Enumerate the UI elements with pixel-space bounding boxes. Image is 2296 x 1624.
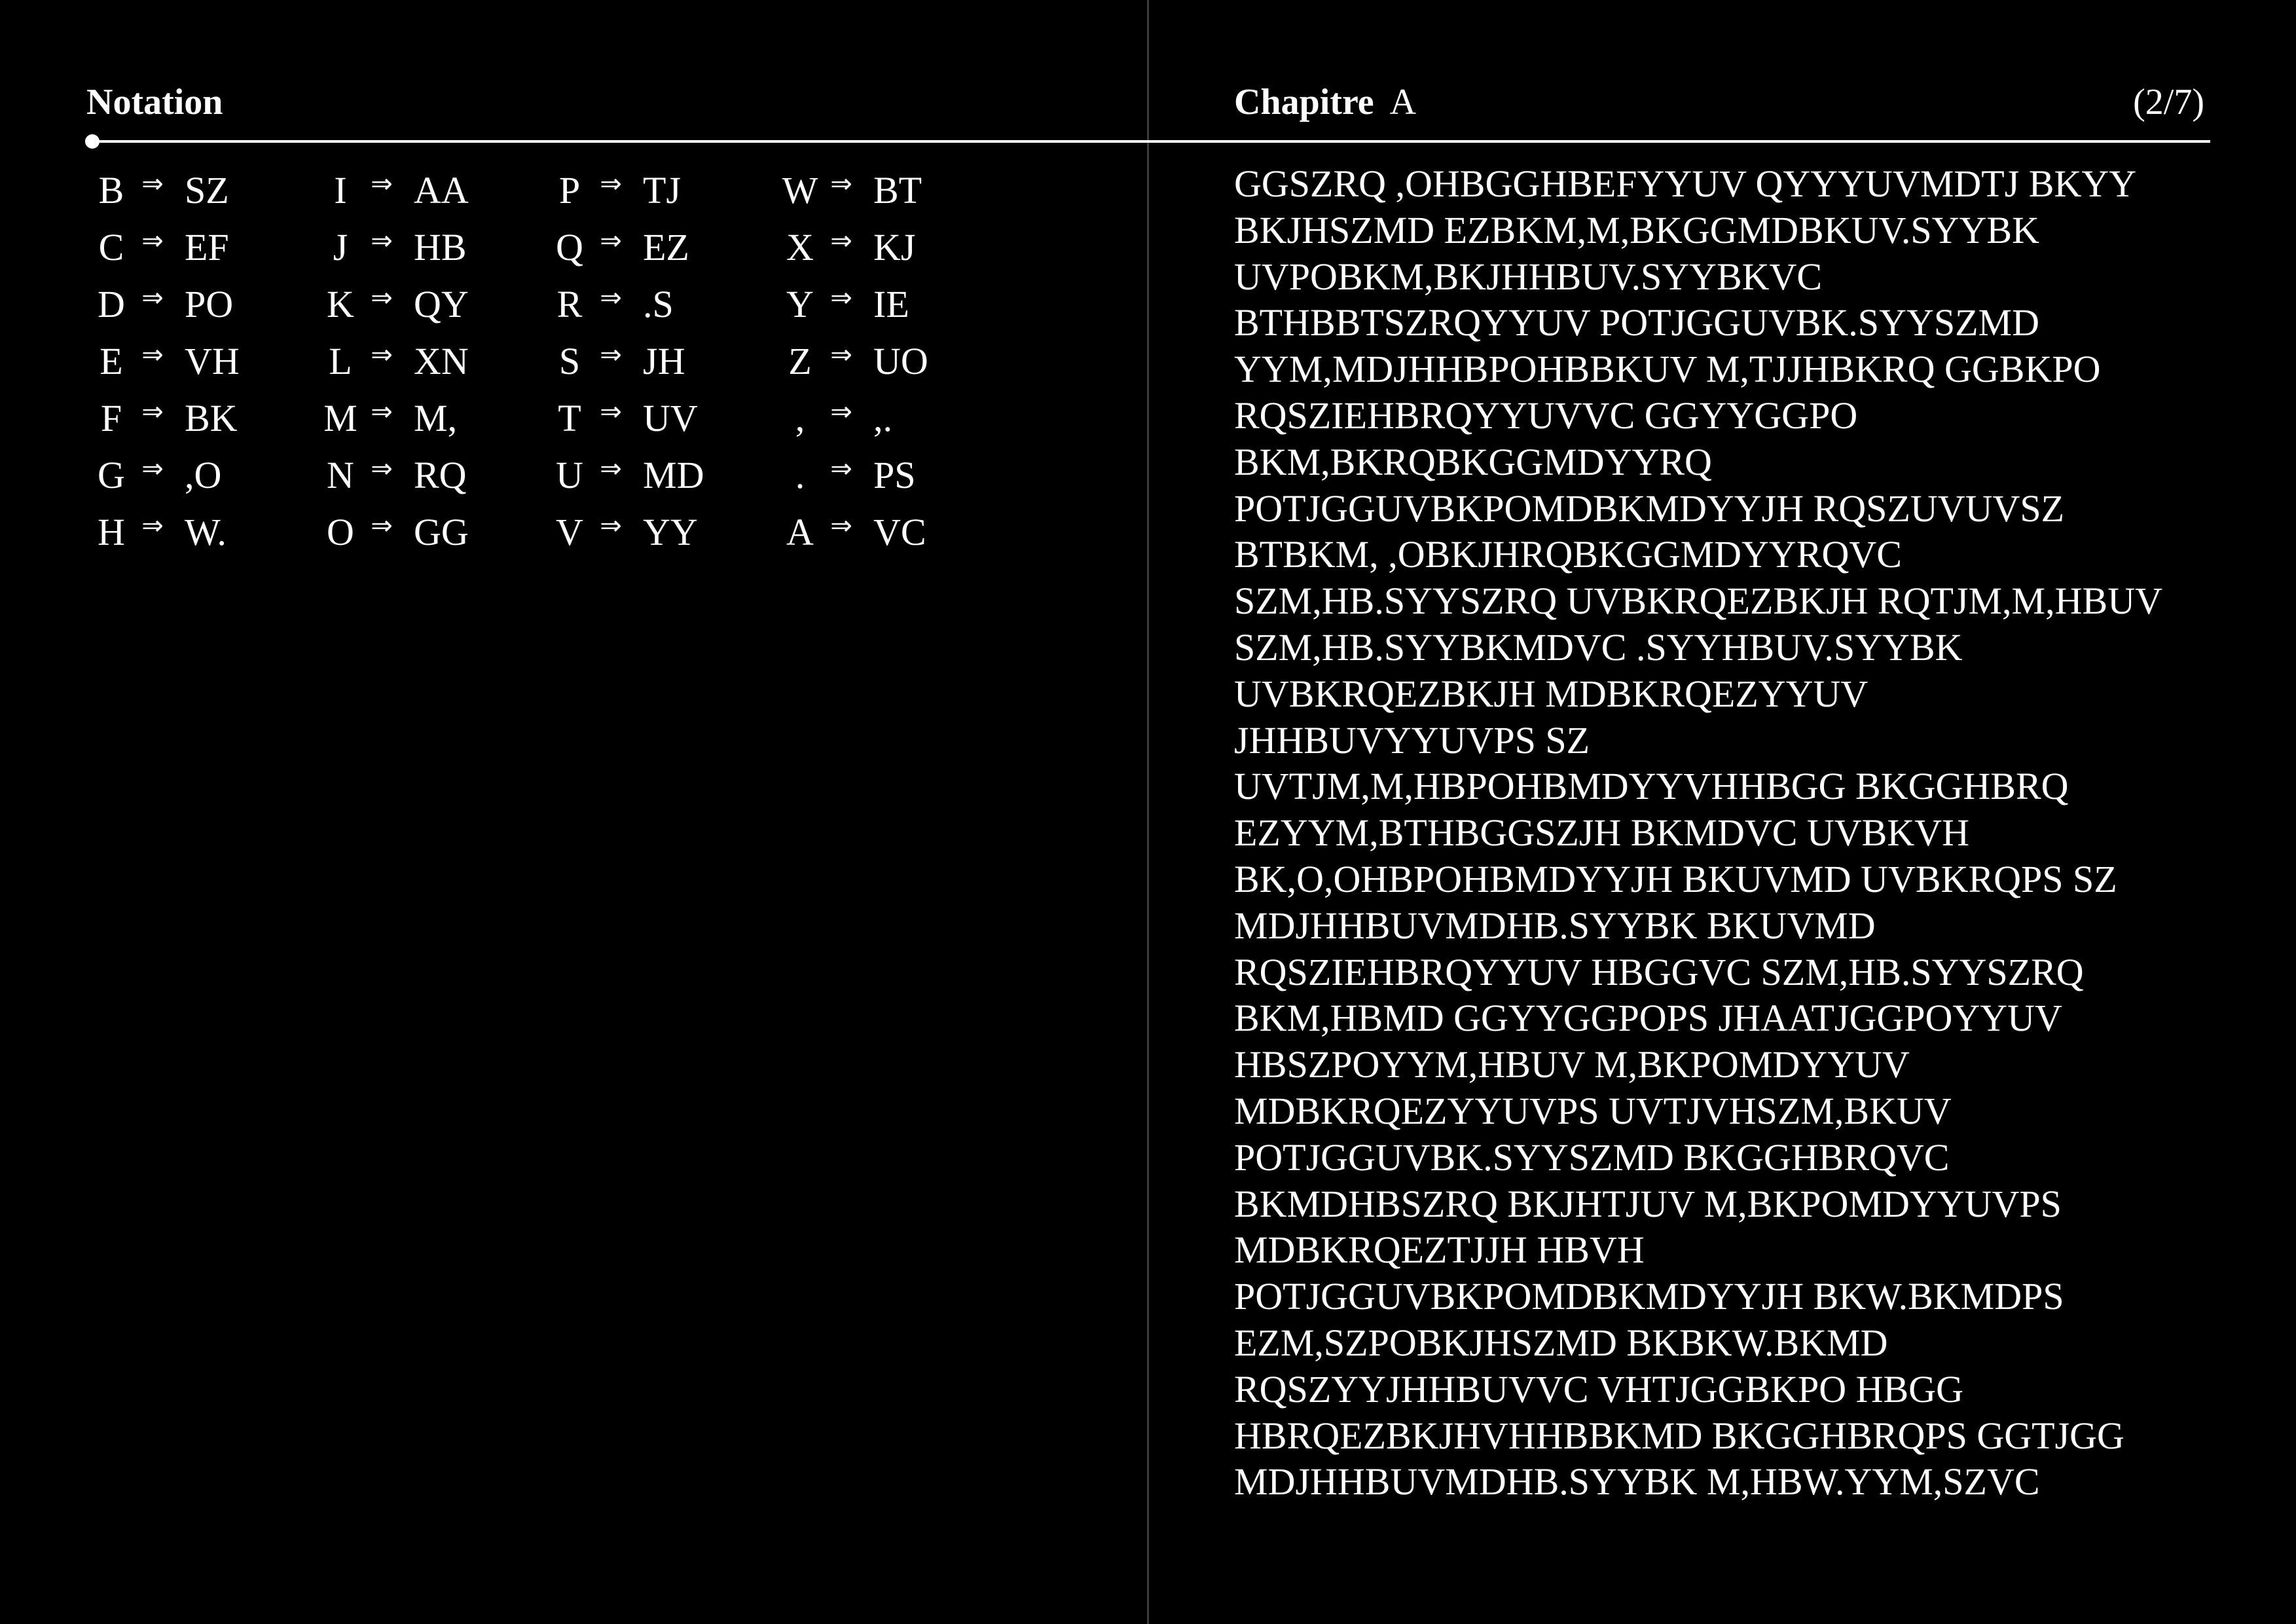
cipher-substitution: MD [643, 454, 704, 496]
cipher-text-line: RQSZYYJHHBUVVC VHTJGGBKPO HBGG [1234, 1367, 1963, 1411]
implies-arrow-icon: ⇒ [141, 282, 164, 313]
cipher-substitution: JH [643, 340, 685, 382]
cipher-substitution: PS [873, 454, 916, 496]
cipher-source-letter: G [98, 454, 125, 496]
cipher-text-line: POTJGGUVBKPOMDBKMDYYJH BKW.BKMDPS [1234, 1275, 2064, 1318]
cipher-column [314, 162, 469, 561]
cipher-text-line: YYM,MDJHHBPOHBBKUV M,TJJHBKRQ GGBKPO [1234, 348, 2101, 391]
implies-arrow-icon: ⇒ [830, 282, 852, 313]
implies-arrow-icon: ⇒ [141, 510, 164, 541]
cipher-text-line: GGSZRQ ,OHBGGHBEFYYUV QYYYUVMDTJ BKYY [1234, 162, 2137, 205]
cipher-text-line: MDJHHBUVMDHB.SYYBK M,HBW.YYM,SZVC [1234, 1460, 2040, 1504]
cipher-source-letter: U [556, 454, 583, 496]
cipher-row [85, 162, 240, 219]
implies-arrow-icon: ⇒ [141, 453, 164, 484]
cipher-text-line: MDBKRQEZTJJH HBVH [1234, 1228, 1645, 1272]
cipher-source-letter: C [98, 226, 124, 268]
cipher-text-line: EZM,SZPOBKJHSZMD BKBKW.BKMD [1234, 1321, 1888, 1364]
cipher-row [314, 219, 469, 276]
cipher-source-letter: X [786, 226, 814, 268]
cipher-source-letter: K [327, 283, 354, 325]
implies-arrow-icon: ⇒ [600, 510, 622, 541]
cipher-substitution: BK [185, 397, 238, 439]
cipher-source-letter: V [556, 511, 583, 553]
cipher-substitution: TJ [643, 169, 681, 212]
cipher-column [85, 162, 240, 561]
implies-arrow-icon: ⇒ [600, 396, 622, 427]
implies-arrow-icon: ⇒ [830, 339, 852, 370]
rule-dot [85, 134, 100, 149]
cipher-text-line: UVPOBKM,BKJHHBUV.SYYBKVC [1234, 255, 1823, 298]
cipher-column [774, 162, 928, 561]
cipher-text-line: POTJGGUVBKPOMDBKMDYYJH RQSZUVUVSZ [1234, 487, 2065, 530]
cipher-substitution: UV [643, 397, 698, 439]
implies-arrow-icon: ⇒ [371, 168, 393, 199]
cipher-source-letter: E [100, 340, 123, 382]
implies-arrow-icon: ⇒ [371, 453, 393, 484]
cipher-row [314, 447, 469, 504]
cipher-text-line: MDJHHBUVMDHB.SYYBK BKUVMD [1234, 904, 1876, 947]
implies-arrow-icon: ⇒ [141, 339, 164, 370]
implies-arrow-icon: ⇒ [371, 510, 393, 541]
cipher-text-line: BKMDHBSZRQ BKJHTJUV M,BKPOMDYYUVPS [1234, 1182, 2062, 1225]
cipher-source-letter: S [558, 340, 581, 382]
cipher-substitution: YY [643, 511, 698, 553]
implies-arrow-icon: ⇒ [600, 168, 622, 199]
cipher-row [774, 504, 928, 561]
cipher-substitution: PO [185, 283, 234, 325]
cipher-source-letter: H [98, 511, 125, 553]
cipher-text-line: RQSZIEHBRQYYUV HBGGVC SZM,HB.SYYSZRQ [1234, 950, 2084, 993]
cipher-text-line: POTJGGUVBK.SYYSZMD BKGGHBRQVC [1234, 1135, 1950, 1179]
cipher-substitution: AA [414, 169, 469, 212]
cipher-substitution: W. [185, 511, 227, 553]
cipher-source-letter: , [795, 397, 805, 439]
implies-arrow-icon: ⇒ [141, 396, 164, 427]
implies-arrow-icon: ⇒ [141, 225, 164, 256]
cipher-source-letter: Y [786, 283, 814, 325]
cipher-substitution: EF [185, 226, 229, 268]
cipher-row [85, 333, 240, 390]
cipher-row [314, 390, 469, 447]
cipher-row [774, 390, 928, 447]
cipher-source-letter: D [98, 283, 125, 325]
implies-arrow-icon: ⇒ [600, 453, 622, 484]
cipher-substitution: SZ [185, 169, 229, 212]
implies-arrow-icon: ⇒ [600, 339, 622, 370]
cipher-text-line: SZM,HB.SYYSZRQ UVBKRQEZBKJH RQTJM,M,HBUV [1234, 580, 2162, 623]
cipher-source-letter: L [329, 340, 352, 382]
cipher-row [85, 504, 240, 561]
cipher-row [543, 504, 704, 561]
implies-arrow-icon: ⇒ [600, 225, 622, 256]
cipher-text-line: HBRQEZBKJHVHHBBKMD BKGGHBRQPS GGTJGG [1234, 1414, 2124, 1457]
cipher-row [774, 219, 928, 276]
cipher-row [774, 333, 928, 390]
cipher-source-letter: F [100, 397, 122, 439]
cipher-text-line: BK,O,OHBPOHBMDYYJH BKUVMD UVBKRQPS SZ [1234, 857, 2117, 900]
cipher-source-letter: . [795, 454, 805, 496]
cipher-substitution: .S [643, 283, 674, 325]
cipher-row [543, 276, 704, 333]
cipher-source-letter: A [786, 511, 814, 553]
cipher-source-letter: R [556, 283, 583, 325]
cipher-row [543, 447, 704, 504]
cipher-substitution: ,O [185, 454, 222, 496]
implies-arrow-icon: ⇒ [600, 282, 622, 313]
cipher-text-line: UVTJM,M,HBPOHBMDYYVHHBGG BKGGHBRQ [1234, 765, 2069, 808]
cipher-row [543, 333, 704, 390]
cipher-substitution: VC [873, 511, 926, 553]
cipher-source-letter: T [558, 397, 581, 439]
implies-arrow-icon: ⇒ [830, 225, 852, 256]
cipher-text-line: BTHBBTSZRQYYUV POTJGGUVBK.SYYSZMD [1234, 301, 2039, 344]
cipher-text-line: SZM,HB.SYYBKMDVC .SYYHBUV.SYYBK [1234, 625, 1963, 669]
cipher-source-letter: P [558, 169, 581, 212]
cipher-row [774, 162, 928, 219]
implies-arrow-icon: ⇒ [830, 510, 852, 541]
cipher-row [85, 390, 240, 447]
cipher-text-line: MDBKRQEZYYUVPS UVTJVHSZM,BKUV [1234, 1089, 1952, 1132]
implies-arrow-icon: ⇒ [371, 282, 393, 313]
cipher-text-line: BKJHSZMD EZBKM,M,BKGGMDBKUV.SYYBK [1234, 208, 2040, 251]
cipher-substitution: GG [414, 511, 469, 553]
implies-arrow-icon: ⇒ [141, 168, 164, 199]
cipher-row [314, 504, 469, 561]
cipher-substitution: QY [414, 283, 469, 325]
cipher-source-letter: J [333, 226, 348, 268]
cipher-substitution: XN [414, 340, 469, 382]
implies-arrow-icon: ⇒ [371, 339, 393, 370]
cipher-source-letter: M [323, 397, 357, 439]
cipher-row [774, 447, 928, 504]
cipher-row [774, 276, 928, 333]
cipher-row [85, 447, 240, 504]
implies-arrow-icon: ⇒ [830, 168, 852, 199]
cipher-substitution: EZ [643, 226, 689, 268]
page-divider [1147, 0, 1149, 1624]
cipher-row [543, 390, 704, 447]
implies-arrow-icon: ⇒ [830, 396, 852, 427]
chapter-heading [1234, 77, 1416, 127]
page-number: (2/7) [2133, 82, 2204, 122]
cipher-row [543, 162, 704, 219]
cipher-text-line: BKM,HBMD GGYYGGPOPS JHAATJGGPOYYUV [1234, 997, 2062, 1040]
cipher-substitution: HB [414, 226, 467, 268]
cipher-text-line: UVBKRQEZBKJH MDBKRQEZYYUV [1234, 672, 1868, 715]
cipher-text-line: RQSZIEHBRQYYUVVC GGYYGGPO [1234, 394, 1858, 437]
header-rule [92, 140, 2210, 143]
cipher-row [85, 219, 240, 276]
cipher-text-line: JHHBUVYYUVPS SZ [1234, 718, 1590, 762]
cipher-text [1234, 161, 2255, 1505]
cipher-substitution: KJ [873, 226, 916, 268]
cipher-row [314, 162, 469, 219]
cipher-text-line: BKM,BKRQBKGGMDYYRQ [1234, 440, 1712, 483]
implies-arrow-icon: ⇒ [371, 225, 393, 256]
cipher-text-line: EZYYM,BTHBGGSZJH BKMDVC UVBKVH [1234, 811, 1970, 855]
cipher-row [85, 276, 240, 333]
cipher-source-letter: Q [556, 226, 583, 268]
cipher-substitution: M, [414, 397, 458, 439]
cipher-source-letter: W [782, 169, 818, 212]
cipher-source-letter: Z [788, 340, 812, 382]
chapter-label: Chapitre [1234, 82, 1374, 122]
cipher-substitution: VH [185, 340, 240, 382]
implies-arrow-icon: ⇒ [371, 396, 393, 427]
cipher-row [314, 276, 469, 333]
cipher-row [314, 333, 469, 390]
cipher-substitution: IE [873, 283, 909, 325]
cipher-text-line: BTBKM, ,OBKJHRQBKGGMDYYRQVC [1234, 533, 1902, 576]
cipher-substitution: RQ [414, 454, 467, 496]
cipher-source-letter: B [98, 169, 124, 212]
cipher-row [543, 219, 704, 276]
chapter-letter: A [1389, 82, 1417, 122]
cipher-substitution: BT [873, 169, 922, 212]
cipher-column [543, 162, 704, 561]
cipher-source-letter: N [327, 454, 354, 496]
cipher-substitution: UO [873, 340, 928, 382]
cipher-source-letter: I [334, 169, 347, 212]
cipher-source-letter: O [327, 511, 354, 553]
implies-arrow-icon: ⇒ [830, 453, 852, 484]
cipher-text-line: HBSZPOYYM,HBUV M,BKPOMDYYUV [1234, 1043, 1910, 1086]
notation-title: Notation [86, 82, 223, 122]
cipher-substitution: ,. [873, 397, 892, 439]
